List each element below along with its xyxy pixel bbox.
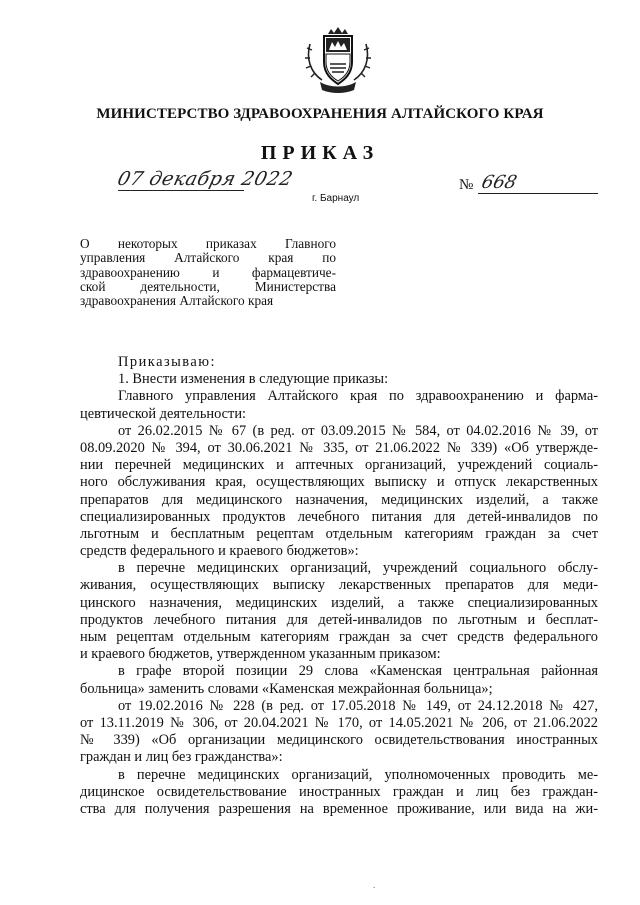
body-line: продуктов лечебного питания для детей-инвалидов по льготным и бесплат-: [80, 611, 598, 628]
city-label: г. Барнаул: [312, 193, 360, 204]
body-line: больница» заменить словами «Каменская межрайонная больница»;: [80, 680, 493, 697]
body-line: Приказываю:: [118, 354, 217, 370]
body-line: дицинское освидетельствование иностранных граждан и лиц без граждан-: [80, 783, 598, 800]
body-line: специализированных продуктов лечебного питания для детей-инвалидов по: [80, 508, 598, 525]
body-line: ства для получения разрешения на временное проживание, или вида на жи-: [80, 800, 598, 817]
subject-line: здравоохранению и фармацевтиче-: [80, 264, 336, 280]
body-line: граждан и лиц без гражданства»:: [80, 749, 283, 766]
subject-line: здравоохранения Алтайского края: [80, 293, 274, 309]
body-line: цевтической деятельности:: [80, 405, 247, 422]
subject-line: управления Алтайского края по: [80, 250, 336, 266]
coat-of-arms-emblem: [300, 20, 376, 96]
order-title: ПРИКАЗ: [260, 142, 380, 164]
body-line: 1. Внести изменения в следующие приказы:: [118, 371, 389, 388]
order-subject: [80, 237, 336, 308]
body-line: в перечне медицинских организаций, уполномоченных проводить ме-: [118, 766, 598, 783]
body-line: от 19.02.2016 № 228 (в ред. от 17.05.2018 № 149, от 24.12.2018 № 427,: [118, 697, 598, 714]
body-line: в графе второй позиции 29 слова «Каменская центральная районная: [118, 663, 598, 680]
number-underline: [478, 193, 598, 194]
body-line: Главного управления Алтайского края по здравоохранению и фарма-: [118, 388, 598, 405]
body-line: ного обслуживания края, осуществляющих выписку и отпуск лекарственных: [80, 474, 598, 491]
order-date-handwritten: 07 декабря 2022: [115, 168, 296, 190]
body-line: в перечне медицинских организаций, учреждений социального обслу-: [118, 560, 598, 577]
body-line: 08.09.2020 № 394, от 30.06.2021 № 335, от 21.06.2022 № 339) «Об утвержде-: [80, 439, 598, 456]
order-number-prefix: №: [459, 177, 474, 193]
order-body: [80, 354, 598, 818]
body-line: препаратов для медицинского назначения, медицинских изделий, а также: [80, 491, 598, 508]
subject-line: ской деятельности, Министерства: [80, 278, 336, 294]
body-line: цинского назначения, медицинских изделий, а также специализированных: [80, 594, 598, 611]
body-line: от 13.11.2019 № 306, от 20.04.2021 № 170, от 14.05.2021 № 206, от 21.06.2022: [80, 714, 598, 731]
order-number-handwritten: 668: [479, 172, 519, 193]
body-line: льготным и бесплатным рецептам отдельным категориям граждан за счет: [80, 525, 598, 542]
body-line: ным рецептам отдельным категориям граждан за счет средств федерального: [80, 629, 598, 645]
body-line: от 26.02.2015 № 67 (в ред. от 03.09.2015 № 584, от 04.02.2016 № 39, от: [118, 422, 598, 439]
body-line: средств федерального и краевого бюджетов»:: [80, 543, 359, 560]
page-footer-mark: .: [373, 880, 376, 890]
body-line: нии перечней медицинских и аптечных организаций, учреждений социаль-: [80, 457, 598, 474]
body-line: № 339) «Об организации медицинского освидетельствования иностранных: [80, 732, 598, 749]
body-line: живания, осуществляющих выписку лекарственных препаратов для меди-: [80, 577, 598, 594]
ministry-name: МИНИСТЕРСТВО ЗДРАВООХРАНЕНИЯ АЛТАЙСКОГО КРАЯ: [96, 106, 544, 122]
body-line: и краевого бюджетов, утвержденном указанным приказом:: [80, 646, 441, 663]
subject-line: О некоторых приказах Главного: [80, 236, 336, 251]
date-underline: [118, 190, 244, 191]
